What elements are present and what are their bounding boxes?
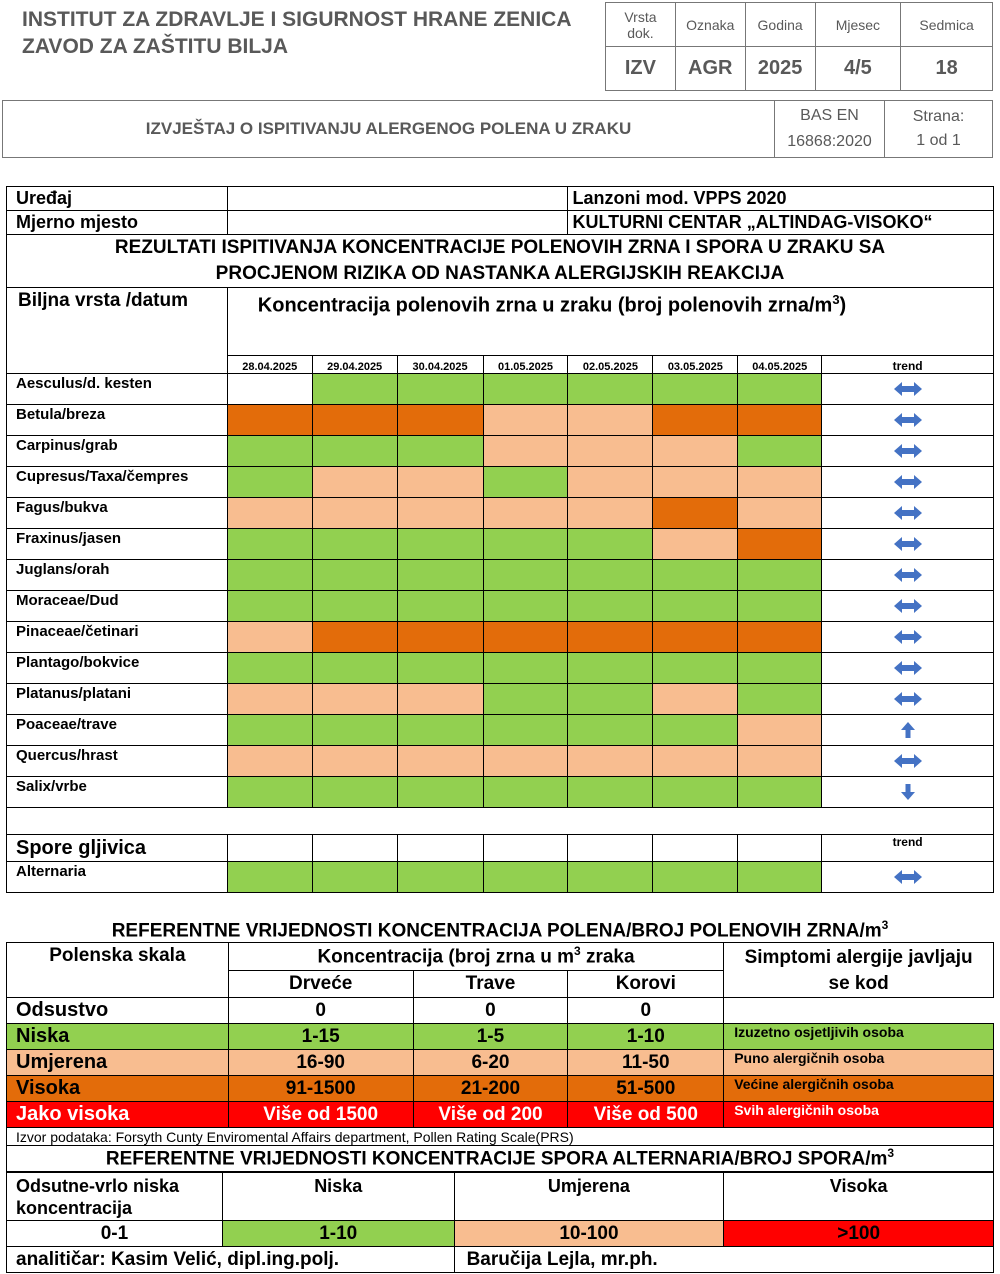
spore-val-low: 1-10 bbox=[222, 1221, 454, 1247]
concentration-cell bbox=[312, 467, 397, 498]
reference-trees: 91-1500 bbox=[228, 1076, 413, 1102]
concentration-cell bbox=[653, 560, 738, 591]
date-header: 28.04.2025 bbox=[227, 356, 312, 374]
concentration-cell bbox=[483, 715, 568, 746]
concentration-cell bbox=[738, 862, 822, 893]
concentration-cell bbox=[738, 436, 822, 467]
table-row bbox=[7, 622, 994, 653]
analyst-signature: analitičar: Kasim Velić, dipl.ing.polj. bbox=[7, 1247, 455, 1273]
concentration-cell bbox=[653, 436, 738, 467]
concentration-cell bbox=[738, 746, 822, 777]
concentration-cell bbox=[738, 560, 822, 591]
second-signature: Baručija Lejla, mr.ph. bbox=[454, 1247, 993, 1273]
reference-weeds: Više od 500 bbox=[568, 1102, 724, 1128]
species-name: Aesculus/d. kesten bbox=[7, 374, 228, 405]
concentration-cell bbox=[653, 498, 738, 529]
species-name: Moraceae/Dud bbox=[7, 591, 228, 622]
trend-both-arrow-icon bbox=[822, 746, 994, 777]
reference-row bbox=[7, 1076, 994, 1102]
institute-line2: ZAVOD ZA ZAŠTITU BILJA bbox=[22, 35, 288, 58]
week-value: 18 bbox=[901, 47, 993, 91]
concentration-cell bbox=[738, 467, 822, 498]
table-row bbox=[7, 591, 994, 622]
concentration-cell bbox=[312, 715, 397, 746]
reference-grass: 1-5 bbox=[413, 1024, 568, 1050]
concentration-cell bbox=[653, 467, 738, 498]
reference-grass: 21-200 bbox=[413, 1076, 568, 1102]
concentration-cell bbox=[738, 777, 822, 808]
reference-level: Umjerena bbox=[7, 1050, 229, 1076]
institute-line1: INSTITUT ZA ZDRAVLJE I SIGURNOST HRANE ZENICA bbox=[22, 8, 572, 31]
spore-header-row bbox=[7, 835, 994, 862]
species-name: Alternaria bbox=[7, 862, 228, 893]
concentration-cell bbox=[397, 715, 483, 746]
trend-both-arrow-icon bbox=[822, 591, 994, 622]
reference-weeds: 11-50 bbox=[568, 1050, 724, 1076]
report-title: IZVJEŠTAJ O ISPITIVANJU ALERGENOG POLENA U ZRAKU bbox=[3, 101, 775, 158]
reference-title-text: REFERENTNE VRIJEDNOSTI KONCENTRACIJA POLENA/BROJ POLENOVIH ZRNA/m bbox=[111, 920, 882, 942]
document-code-table bbox=[605, 2, 993, 91]
concentration-cell bbox=[312, 591, 397, 622]
concentration-cell bbox=[312, 862, 397, 893]
concentration-cell bbox=[568, 622, 653, 653]
species-name: Plantago/bokvice bbox=[7, 653, 228, 684]
concentration-cell bbox=[227, 498, 312, 529]
concentration-cell bbox=[312, 622, 397, 653]
concentration-cell bbox=[397, 653, 483, 684]
species-name: Pinaceae/četinari bbox=[7, 622, 228, 653]
ref-conc-sup: 3 bbox=[573, 944, 581, 959]
concentration-cell bbox=[568, 560, 653, 591]
concentration-cell bbox=[397, 591, 483, 622]
reference-symptom: Izuzetno osjetljivih osoba bbox=[724, 1024, 994, 1050]
concentration-cell bbox=[483, 777, 568, 808]
concentration-cell bbox=[483, 467, 568, 498]
concentration-cell bbox=[397, 684, 483, 715]
concentration-cell bbox=[227, 591, 312, 622]
reference-table bbox=[6, 942, 994, 1172]
concentration-cell bbox=[483, 622, 568, 653]
concentration-cell bbox=[653, 862, 738, 893]
concentration-cell bbox=[653, 777, 738, 808]
concentration-cell bbox=[738, 684, 822, 715]
trend-up-arrow-icon bbox=[822, 715, 994, 746]
standard-line1: BAS EN bbox=[800, 107, 859, 124]
reference-level: Odsustvo bbox=[7, 998, 229, 1024]
concentration-cell bbox=[653, 684, 738, 715]
concentration-cell bbox=[568, 715, 653, 746]
table-row bbox=[7, 653, 994, 684]
concentration-cell bbox=[738, 715, 822, 746]
concentration-cell bbox=[568, 498, 653, 529]
date-header: 04.05.2025 bbox=[738, 356, 822, 374]
date-header: 03.05.2025 bbox=[653, 356, 738, 374]
table-row bbox=[7, 862, 994, 893]
concentration-cell bbox=[397, 560, 483, 591]
date-header: 30.04.2025 bbox=[397, 356, 483, 374]
spore-rows bbox=[7, 862, 994, 893]
concentration-cell bbox=[312, 653, 397, 684]
reference-row bbox=[7, 998, 994, 1024]
reference-row bbox=[7, 1024, 994, 1050]
mark-value: AGR bbox=[675, 47, 745, 91]
table-row bbox=[7, 374, 994, 405]
spore-col-low: Niska bbox=[222, 1173, 454, 1221]
species-name: Salix/vrbe bbox=[7, 777, 228, 808]
concentration-cell bbox=[483, 374, 568, 405]
concentration-cell bbox=[312, 777, 397, 808]
species-name: Betula/breza bbox=[7, 405, 228, 436]
concentration-cell bbox=[568, 653, 653, 684]
concentration-cell bbox=[227, 653, 312, 684]
concentration-cell bbox=[312, 529, 397, 560]
concentration-cell bbox=[483, 560, 568, 591]
ref-conc-text: Koncentracija (broj zrna u m bbox=[317, 946, 574, 968]
species-name: Carpinus/grab bbox=[7, 436, 228, 467]
reference-trees: Više od 1500 bbox=[228, 1102, 413, 1128]
concentration-cell bbox=[738, 498, 822, 529]
col-grass: Trave bbox=[413, 971, 568, 998]
concentration-cell bbox=[738, 405, 822, 436]
concentration-header bbox=[227, 288, 993, 356]
trend-both-arrow-icon bbox=[822, 436, 994, 467]
concentration-cell bbox=[397, 622, 483, 653]
species-name: Platanus/platani bbox=[7, 684, 228, 715]
concentration-cell bbox=[397, 529, 483, 560]
table-row bbox=[7, 746, 994, 777]
results-title bbox=[7, 235, 994, 288]
trend-both-arrow-icon bbox=[822, 498, 994, 529]
reference-symptom: Svih alergičnih osoba bbox=[724, 1102, 994, 1128]
trend-both-arrow-icon bbox=[822, 653, 994, 684]
spores-reference-title bbox=[7, 1146, 994, 1172]
site-value: KULTURNI CENTAR „ALTINDAG-VISOKO“ bbox=[568, 211, 994, 235]
concentration-cell bbox=[227, 436, 312, 467]
concentration-cell bbox=[483, 653, 568, 684]
spores-reference-table bbox=[6, 1172, 994, 1273]
concentration-cell bbox=[738, 622, 822, 653]
concentration-cell bbox=[568, 405, 653, 436]
concentration-cell bbox=[568, 684, 653, 715]
standard bbox=[775, 101, 885, 158]
concentration-cell bbox=[227, 622, 312, 653]
trend-both-arrow-icon bbox=[822, 374, 994, 405]
reference-rows bbox=[7, 998, 994, 1128]
scale-header: Polenska skala bbox=[7, 943, 229, 998]
spore-col-moderate: Umjerena bbox=[454, 1173, 724, 1221]
concentration-cell bbox=[653, 622, 738, 653]
species-name: Fraxinus/jasen bbox=[7, 529, 228, 560]
col-trees: Drveće bbox=[228, 971, 413, 998]
table-row bbox=[7, 777, 994, 808]
concentration-cell bbox=[397, 746, 483, 777]
concentration-cell bbox=[568, 591, 653, 622]
reference-weeds: 51-500 bbox=[568, 1076, 724, 1102]
empty-row bbox=[7, 808, 994, 835]
reference-level: Visoka bbox=[7, 1076, 229, 1102]
species-name: Cupresus/Taxa/čempres bbox=[7, 467, 228, 498]
spore-val-moderate: 10-100 bbox=[454, 1221, 724, 1247]
concentration-cell bbox=[227, 405, 312, 436]
reference-trees: 0 bbox=[228, 998, 413, 1024]
device-label: Uređaj bbox=[7, 187, 228, 211]
concentration-cell bbox=[312, 405, 397, 436]
col-weeds: Korovi bbox=[568, 971, 724, 998]
concentration-cell bbox=[312, 374, 397, 405]
species-name: Poaceae/trave bbox=[7, 715, 228, 746]
concentration-cell bbox=[568, 436, 653, 467]
reference-title bbox=[0, 918, 1000, 942]
concentration-cell bbox=[312, 436, 397, 467]
species-name: Juglans/orah bbox=[7, 560, 228, 591]
concentration-cell bbox=[483, 746, 568, 777]
doc-type-value: IZV bbox=[606, 47, 676, 91]
page-label: Strana: bbox=[912, 108, 965, 125]
reference-symptom: Većine alergičnih osoba bbox=[724, 1076, 994, 1102]
reference-trees: 16-90 bbox=[228, 1050, 413, 1076]
concentration-cell bbox=[568, 777, 653, 808]
ref-concentration-header bbox=[228, 943, 723, 971]
concentration-header-text: Koncentracija polenovih zrna u zraku (broj polenovih zrna/m bbox=[257, 294, 833, 317]
trend-both-arrow-icon bbox=[822, 862, 994, 893]
ref-conc-end: zraka bbox=[580, 946, 635, 968]
reference-title-sup: 3 bbox=[881, 918, 889, 932]
concentration-cell bbox=[397, 862, 483, 893]
table-row bbox=[7, 405, 994, 436]
table-row bbox=[7, 684, 994, 715]
standard-line2: 16868:2020 bbox=[787, 133, 872, 150]
concentration-cell bbox=[397, 498, 483, 529]
species-name: Fagus/bukva bbox=[7, 498, 228, 529]
concentration-cell bbox=[312, 746, 397, 777]
trend-down-arrow-icon bbox=[822, 777, 994, 808]
concentration-cell bbox=[227, 684, 312, 715]
concentration-cell bbox=[483, 498, 568, 529]
reference-level: Niska bbox=[7, 1024, 229, 1050]
trend-both-arrow-icon bbox=[822, 684, 994, 715]
site-label: Mjerno mjesto bbox=[7, 211, 228, 235]
concentration-cell bbox=[568, 529, 653, 560]
trend-both-arrow-icon bbox=[822, 622, 994, 653]
date-header: 29.04.2025 bbox=[312, 356, 397, 374]
concentration-cell bbox=[227, 746, 312, 777]
page-info bbox=[885, 101, 993, 158]
concentration-cell bbox=[653, 715, 738, 746]
trend-header: trend bbox=[822, 356, 994, 374]
reference-weeds: 1-10 bbox=[568, 1024, 724, 1050]
table-row bbox=[7, 715, 994, 746]
spores-ref-title-sup: 3 bbox=[887, 1146, 895, 1161]
week-label: Sedmica bbox=[901, 3, 993, 47]
spore-header: Spore gljivica bbox=[7, 835, 228, 862]
concentration-cell bbox=[483, 862, 568, 893]
concentration-cell bbox=[227, 374, 312, 405]
concentration-cell bbox=[312, 498, 397, 529]
spore-val-high: >100 bbox=[724, 1221, 994, 1247]
concentration-cell bbox=[568, 746, 653, 777]
reference-trees: 1-15 bbox=[228, 1024, 413, 1050]
concentration-cell bbox=[483, 405, 568, 436]
reference-grass: 0 bbox=[413, 998, 568, 1024]
concentration-cell bbox=[568, 862, 653, 893]
reference-symptom: Puno alergičnih osoba bbox=[724, 1050, 994, 1076]
table-row bbox=[7, 436, 994, 467]
concentration-cell bbox=[568, 467, 653, 498]
concentration-cell bbox=[397, 405, 483, 436]
spore-col-absent: Odsutne-vrlo niska koncentracija bbox=[7, 1173, 223, 1221]
concentration-cell bbox=[312, 560, 397, 591]
concentration-cell bbox=[397, 467, 483, 498]
concentration-cell bbox=[483, 684, 568, 715]
concentration-cell bbox=[653, 529, 738, 560]
species-name: Quercus/hrast bbox=[7, 746, 228, 777]
trend-both-arrow-icon bbox=[822, 560, 994, 591]
source-note: Izvor podataka: Forsyth Cunty Enviromental Affairs department, Pollen Rating Scale(PRS) bbox=[7, 1128, 994, 1146]
concentration-cell bbox=[653, 374, 738, 405]
concentration-header-end: ) bbox=[839, 294, 847, 317]
reference-row bbox=[7, 1102, 994, 1128]
trend-both-arrow-icon bbox=[822, 529, 994, 560]
table-row bbox=[7, 560, 994, 591]
concentration-cell bbox=[738, 591, 822, 622]
concentration-cell bbox=[738, 529, 822, 560]
species-rows bbox=[7, 374, 994, 808]
date-header: 01.05.2025 bbox=[483, 356, 568, 374]
concentration-cell bbox=[397, 436, 483, 467]
reference-grass: Više od 200 bbox=[413, 1102, 568, 1128]
table-row bbox=[7, 498, 994, 529]
concentration-cell bbox=[227, 467, 312, 498]
concentration-cell bbox=[397, 374, 483, 405]
spores-ref-title-text: REFERENTNE VRIJEDNOSTI KONCENTRACIJE SPORA ALTERNARIA/BROJ SPORA/m bbox=[105, 1148, 888, 1170]
reference-weeds: 0 bbox=[568, 998, 724, 1024]
concentration-cell bbox=[568, 374, 653, 405]
institute-name bbox=[22, 6, 602, 60]
year-value: 2025 bbox=[745, 47, 815, 91]
concentration-cell bbox=[227, 862, 312, 893]
results-title-line1: REZULTATI ISPITIVANJA KONCENTRACIJE POLENOVIH ZRNA I SPORA U ZRAKU SA bbox=[114, 237, 886, 258]
concentration-cell bbox=[227, 560, 312, 591]
reference-level: Jako visoka bbox=[7, 1102, 229, 1128]
month-value: 4/5 bbox=[815, 47, 901, 91]
mark-label: Oznaka bbox=[675, 3, 745, 47]
concentration-cell bbox=[397, 777, 483, 808]
concentration-cell bbox=[738, 653, 822, 684]
date-header: 02.05.2025 bbox=[568, 356, 653, 374]
trend-both-arrow-icon bbox=[822, 467, 994, 498]
concentration-header-sup: 3 bbox=[832, 292, 840, 307]
results-table bbox=[6, 186, 994, 893]
table-row bbox=[7, 467, 994, 498]
concentration-cell bbox=[653, 653, 738, 684]
concentration-cell bbox=[483, 529, 568, 560]
results-title-line2: PROCJENOM RIZIKA OD NASTANKA ALERGIJSKIH REAKCIJA bbox=[215, 263, 785, 284]
spore-col-high: Visoka bbox=[724, 1173, 994, 1221]
page-value: 1 od 1 bbox=[916, 132, 961, 149]
report-title-box bbox=[2, 100, 993, 158]
concentration-cell bbox=[227, 529, 312, 560]
concentration-cell bbox=[483, 436, 568, 467]
device-value: Lanzoni mod. VPPS 2020 bbox=[568, 187, 994, 211]
reference-row bbox=[7, 1050, 994, 1076]
concentration-cell bbox=[738, 374, 822, 405]
reference-grass: 6-20 bbox=[413, 1050, 568, 1076]
year-label: Godina bbox=[745, 3, 815, 47]
trend-both-arrow-icon bbox=[822, 405, 994, 436]
spore-val-absent: 0-1 bbox=[7, 1221, 223, 1247]
species-header: Biljna vrsta /datum bbox=[7, 288, 228, 374]
table-row bbox=[7, 529, 994, 560]
concentration-cell bbox=[227, 715, 312, 746]
concentration-cell bbox=[653, 746, 738, 777]
concentration-cell bbox=[653, 591, 738, 622]
concentration-cell bbox=[227, 777, 312, 808]
concentration-cell bbox=[483, 591, 568, 622]
month-label: Mjesec bbox=[815, 3, 901, 47]
spore-trend-header: trend bbox=[822, 835, 994, 862]
concentration-cell bbox=[653, 405, 738, 436]
concentration-cell bbox=[312, 684, 397, 715]
doc-type-label: Vrsta dok. bbox=[606, 3, 676, 47]
symptom-header: Simptomi alergije javljaju se kod bbox=[724, 943, 994, 998]
